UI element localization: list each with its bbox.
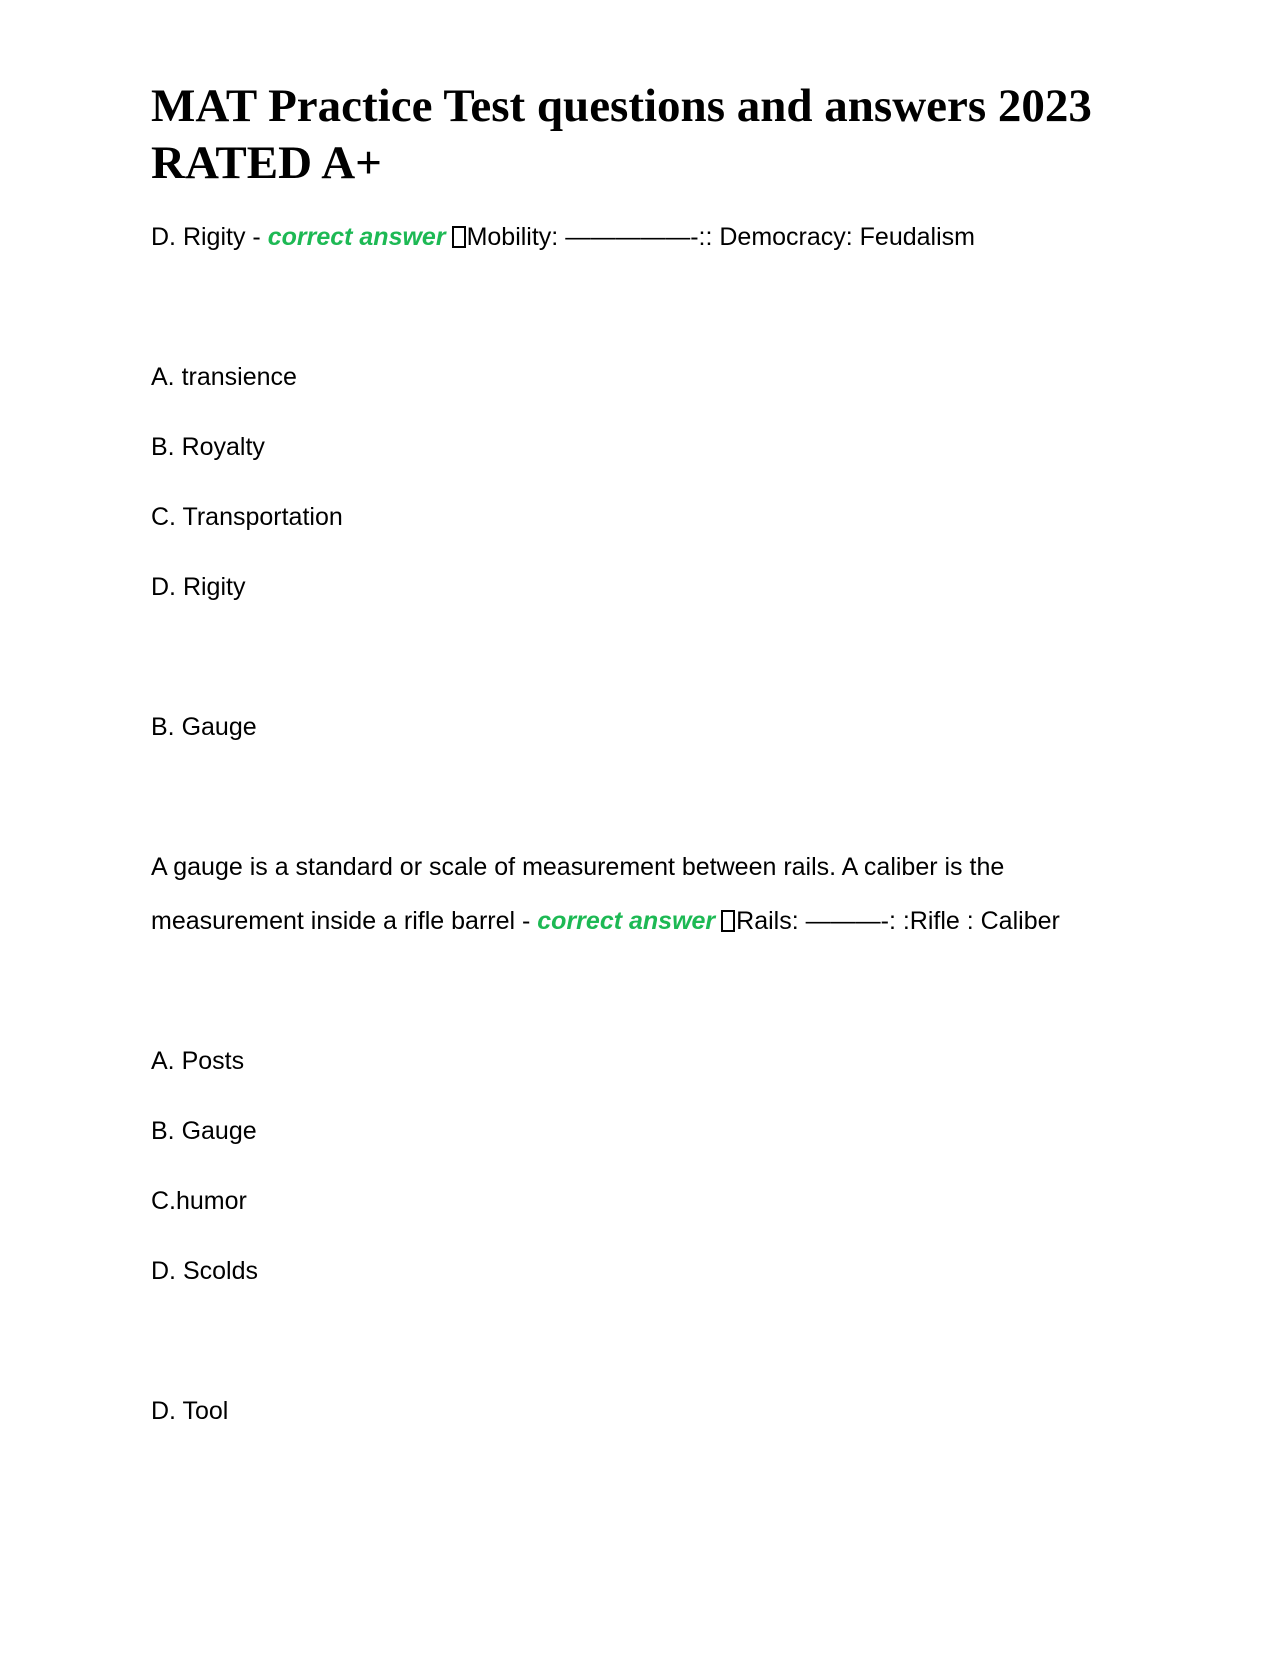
q2-option-d: D. Scolds <box>151 1257 258 1285</box>
q2-question-text: Rails: ———-: :Rifle : Caliber <box>736 907 1060 935</box>
q1-option-b: B. Royalty <box>151 433 265 461</box>
q1-answer-line <box>151 222 975 252</box>
q2-answer-choice: B. Gauge <box>151 713 257 741</box>
q2-option-c: C.humor <box>151 1187 247 1215</box>
q2-explanation-line-1: A gauge is a standard or scale of measurement between rails. A caliber is the <box>151 853 1005 881</box>
q2-option-a: A. Posts <box>151 1047 245 1075</box>
missing-glyph-icon <box>721 910 735 932</box>
q1-question-text: Mobility: —————-:: Democracy: Feudalism <box>466 223 975 251</box>
q2-option-b: B. Gauge <box>151 1117 257 1145</box>
document-page <box>151 78 1141 192</box>
q2-explanation-line-2 <box>151 906 1060 936</box>
q2-explanation-prefix: measurement inside a rifle barrel - <box>151 907 538 935</box>
correct-answer-label: correct answer <box>537 907 716 935</box>
q3-answer-choice: D. Tool <box>151 1397 229 1425</box>
q1-option-a: A. transience <box>151 363 297 391</box>
document-title: MAT Practice Test questions and answers 2023 RATED A+ <box>151 80 1092 189</box>
q1-answer-prefix: D. Rigity - <box>151 223 268 251</box>
q1-option-c: C. Transportation <box>151 503 343 531</box>
missing-glyph-icon <box>452 226 466 248</box>
q1-option-d: D. Rigity <box>151 573 246 601</box>
correct-answer-label: correct answer <box>267 223 446 251</box>
